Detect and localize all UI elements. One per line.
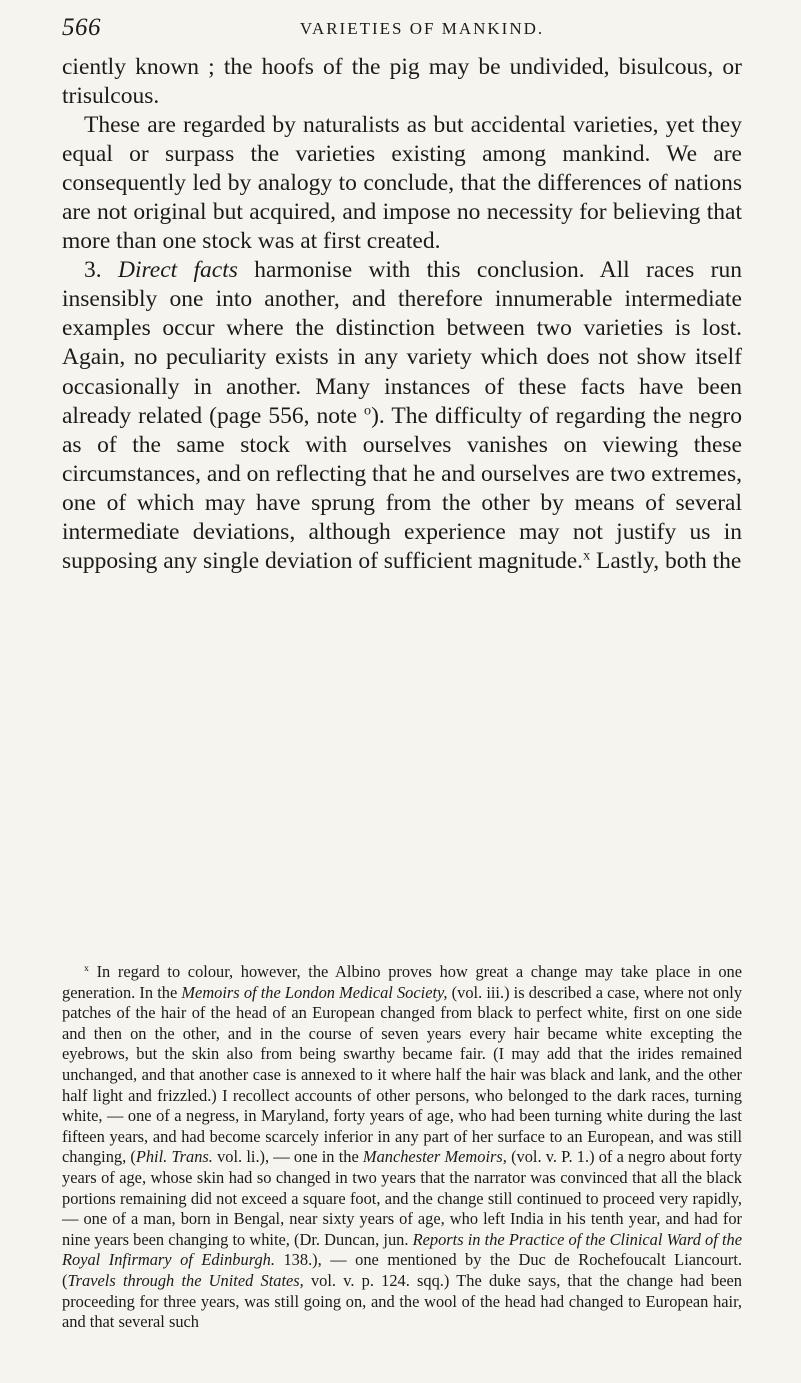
page-header xyxy=(62,12,742,46)
footnote-text: In regard to colour, however, the Albino proves how great a change may take place in one generation. In the xyxy=(62,962,742,1002)
running-title: VARIETIES OF MANKIND. xyxy=(299,19,545,38)
footnote-text: vol. li.), — one in the xyxy=(212,1147,363,1167)
footnote-text: (vol. iii.) is described a case, where not only patches of the hair of the head of an European changed from black to perfect white, first on one side and then on the other, and in the course of seven years every hair became white excepting the eyebrows, but the skin also from being swarthy became fair. (I may add that the irides remained unchanged, and that another case is annexed to it where half the hair was black and lank, and the other half light and frizzled.) I recollect accounts of other persons, who belonged to the dark races, turning white, — one of a negress, in Maryland, forty years of age, who had been turning white during the last fifteen years, and had become scarcely inferior in any part of her surface to an European, and was still changing, ( xyxy=(62,982,743,1167)
footnote-text: (vol. v. P. 1.) of a negro about forty years of age, whose skin had so changed in two years that the narrator was convinced that all the black portions remaining did not exceed a square foot, and the change still continued to proceed very rapidly, — one of a man, born in Bengal, near sixty years of age, who left India in his tenth year, and had for nine years been changing to white, (Dr. Duncan, jun. xyxy=(62,1147,743,1249)
section-number: 3. xyxy=(84,257,118,284)
footnote-marker: x xyxy=(84,963,89,975)
paragraph-text: harmonise with this conclusion. All races run insensibly one into another, and therefore innumerable intermediate examples occur where the distinction between two varieties is lost. Again, no peculiarity exists in any variety which does not show itself occasionally in another. Many instances of these facts have been already related (page 556, note xyxy=(62,257,743,429)
citation-title: Memoirs of the London Medical Society, xyxy=(181,982,448,1002)
citation-title: Manchester Memoirs, xyxy=(362,1147,507,1167)
paragraph-text: Lastly, both the xyxy=(590,547,742,574)
paragraph-direct-facts xyxy=(62,256,742,576)
citation-title: Phil. Trans. xyxy=(135,1147,213,1167)
citation-title: Reports in the Practice of the Clinical Ward of the Royal Infirmary of Edinburgh. xyxy=(62,1229,742,1270)
footnote-text: 138.), — one mentioned by the Duc de Rochefoucalt Liancourt. ( xyxy=(62,1250,742,1290)
paragraph-continuation: ciently known ; the hoofs of the pig may be undivided, bisulcous, or trisulcous. xyxy=(62,54,742,110)
note-reference: o xyxy=(364,402,372,419)
citation-title: Travels through the United States, xyxy=(67,1270,304,1290)
paragraph-text: ). The difficulty of regarding the negro as of the same stock with ourselves vanishes on viewing these circumstances, and on reflecting that he and ourselves are two extremes, one of which may have sprung from the other by means of several intermediate deviations, although experience may not justify us in supposing any single deviation of sufficient magnitude. xyxy=(62,402,742,574)
main-text xyxy=(62,53,742,576)
paragraph-varieties: These are regarded by naturalists as but accidental varieties, yet they equal or surpass the varieties existing among mankind. We are consequently led by analogy to conclude, that the differences of nations are not original but acquired, and impose no necessity for believing that more than one stock was at first created. xyxy=(62,112,742,255)
footnote xyxy=(62,962,742,1333)
footnote-section xyxy=(62,962,742,1333)
section-heading: Direct facts xyxy=(117,257,238,284)
footnote-text: vol. v. p. 124. sqq.) The duke says, that the change had been proceeding for three years, was still going on, and the wool of the head had changed to European hair, and that several such xyxy=(62,1270,742,1332)
page-number: 566 xyxy=(62,14,101,41)
footnote-reference: x xyxy=(583,547,591,564)
